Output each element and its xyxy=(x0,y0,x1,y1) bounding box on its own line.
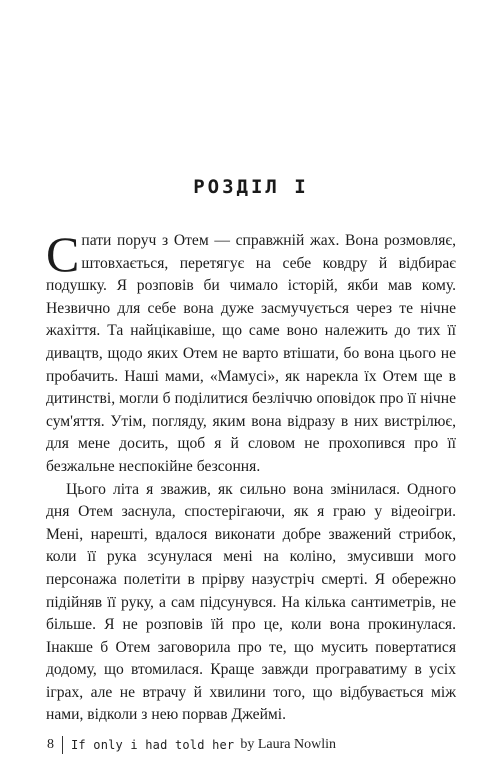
paragraph-1 xyxy=(46,226,456,479)
chapter-body xyxy=(46,226,456,727)
page-footer xyxy=(47,736,336,754)
book-author: by Laura Nowlin xyxy=(240,737,336,752)
paragraph-2: Цього літа я зважив, як сильно вона змінилася. Одного дня Отем заснула, спостерігаючи, як я граю у відеоігри. Мені, нарешті, вдалося виконати добре зважений стрибок, коли її рука зсунулася мені на коліно, змусивши мого персонажа полетіти в прірву назустріч смерті. Я обережно підійняв її руку, а сам підсунувся. На кілька сантиметрів, не більше. Я не розповів їй про це, коли вона прокинулася. Інакше б Отем заговорила про те, що мусить повертатися додому, що втомилася. Краще завжди програватиму в усіх іграх, але не втрачу й хвилини того, що відбувається між нами, відколи з нею порвав Джеймі. xyxy=(46,480,456,724)
book-title: If only i had told her xyxy=(71,738,235,752)
chapter-title: РОЗДІЛ I xyxy=(193,176,309,198)
paragraph-1-text: пати поруч з Отем — справжній жах. Вона розмовляє, штовхається, перетягує на себе ковдру й відбирає подушку. Я розповів би чимало історій, якби мав кому. Незвично для себе вона дуже засмучується через те нічне жахіття. Та найцікавіше, що саме воно належить до тих її дивацтв, щодо яких Отем не варто втішати, бо вона цього не пробачить. Наші мами, «Мамусі», як нарекла їх Отем ще в дитинстві, могли б поділитися безліччю оповідок про її нічне сум'яття. Утім, погляду, яким вона відразу в них вистрілює, для мене досить, щоб я й словом не прохопився про її безжальне неспокійне безсоння. xyxy=(46,232,456,475)
page-number: 8 xyxy=(47,737,54,752)
footer-separator xyxy=(62,736,63,754)
drop-cap: С xyxy=(46,226,80,282)
